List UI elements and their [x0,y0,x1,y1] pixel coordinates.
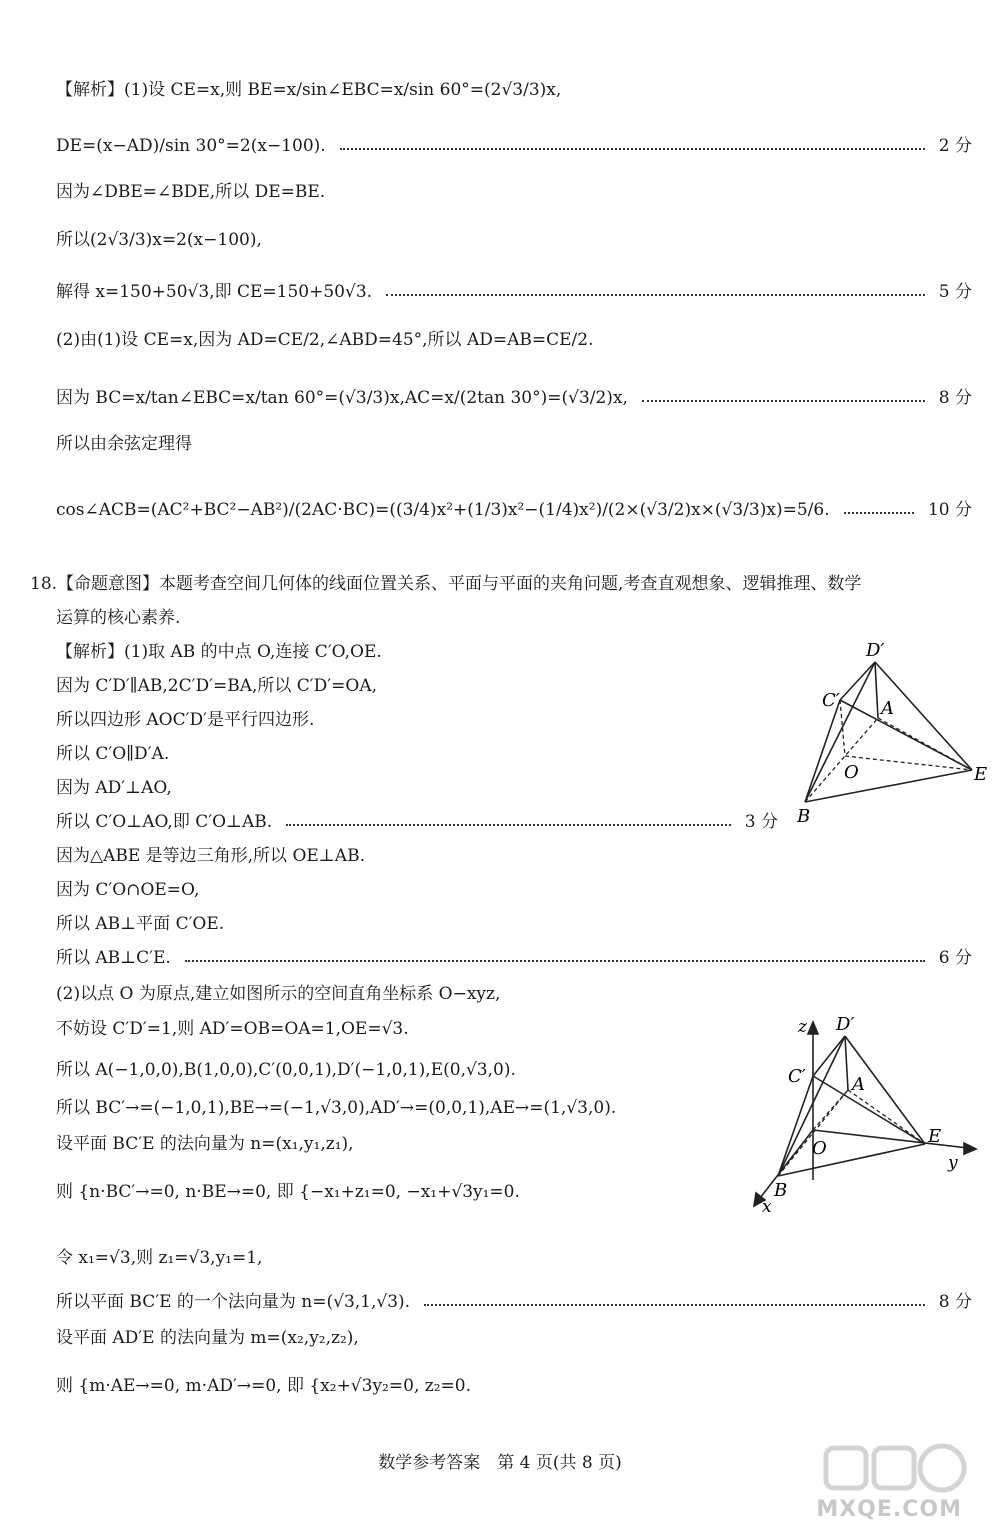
leader-dots [340,148,925,150]
label-a: A [852,1074,865,1095]
label-b: B [774,1180,788,1201]
edge-c-b [778,1076,813,1176]
edge-d-b [805,662,875,802]
score-label: 8 分 [938,388,972,408]
axis-y-arrow [964,1143,976,1154]
solution-step: 所以 C′O∥D′A. [56,744,170,764]
step-text: 解得 x=150+50√3,即 CE=150+50√3. [56,282,373,302]
solution-17-2-intro: (2)由(1)设 CE=x,因为 AD=CE/2,∠ABD=45°,所以 AD=AB=CE/2. [56,330,594,350]
page-footer: 数学参考答案 第 4 页(共 8 页) [378,1453,622,1473]
figure-pyramid-1 [790,636,990,836]
score-label: 6 分 [938,948,972,968]
leader-dots [844,512,914,514]
solution-step-conclusion [56,946,972,970]
question-18-intent: 18.【命题意图】本题考查空间几何体的线面位置关系、平面与平面的夹角问题,考查直观想象、逻辑推理、数学 [30,574,862,594]
step-text: 所以 AB⊥C′E. [56,948,171,968]
watermark-text: MXQE.COM [816,1497,962,1522]
label-d-prime: D′ [836,1014,855,1035]
solution-step-bc-ac [56,386,972,410]
solution-step-result [56,280,972,304]
equation-system-n: 则 {n·BC′→=0, n·BE→=0, 即 {−x₁+z₁=0, −x₁+√3y₁=0. [56,1182,520,1202]
solution-step-de [56,134,972,158]
step-text: 所以平面 BC′E 的一个法向量为 n=(√3,1,√3). [56,1292,411,1312]
edge-a-e [878,718,972,770]
score-label: 8 分 [938,1292,972,1312]
normal-vector-n-def: 设平面 BC′E 的法向量为 n=(x₁,y₁,z₁), [56,1134,354,1154]
solution-step: 所以(2√3/3)x=2(x−100), [56,230,262,250]
solution-17-1-intro: 【解析】(1)设 CE=x,则 BE=x/sin∠EBC=x/sin 60°=(2√3/3)x, [56,80,562,100]
edge-b-e [805,770,972,802]
solution-step: 所以 AB⊥平面 C′OE. [56,914,225,934]
vectors-line: 所以 BC′→=(−1,0,1),BE→=(−1,√3,0),AD′→=(0,0,1),AE→=(1,√3,0). [56,1098,617,1118]
solution-step: 不妨设 C′D′=1,则 AD′=OB=OA=1,OE=√3. [56,1019,409,1039]
label-e: E [928,1126,942,1147]
solution-step-normal-n [56,1290,972,1314]
label-o: O [812,1138,827,1159]
solution-step: 因为△ABE 是等边三角形,所以 OE⊥AB. [56,846,365,866]
coordinates-line: 所以 A(−1,0,0),B(1,0,0),C′(0,0,1),D′(−1,0,1),E(0,√3,0). [56,1060,516,1080]
watermark-logo [816,1440,970,1522]
edge-c-d [840,662,875,700]
step-text: 因为 BC=x/tan∠EBC=x/tan 60°=(√3/3)x,AC=x/(2tan 30°)=(√3/2)x, [56,388,628,408]
solution-18-2-intro: (2)以点 O 为原点,建立如图所示的空间直角坐标系 O−xyz, [56,984,501,1004]
label-d-prime: D′ [866,640,885,661]
leader-dots [424,1304,925,1306]
question-18-intent-cont: 运算的核心素养. [56,608,181,628]
edge-o-a [813,1090,848,1130]
leader-dots [386,294,925,296]
solution-step: 因为∠DBE=∠BDE,所以 DE=BE. [56,182,326,202]
edge-c-e [813,1076,925,1144]
label-e: E [974,764,988,785]
solution-step: 令 x₁=√3,则 z₁=√3,y₁=1, [56,1248,263,1268]
axis-z-arrow [808,1022,818,1034]
solution-step-perp [56,810,778,834]
label-y: y [948,1153,958,1173]
solution-step: 所以由余弦定理得 [56,434,192,454]
edge-d-a [845,1036,848,1090]
edge-c-b [805,700,840,802]
step-text: cos∠ACB=(AC²+BC²−AB²)/(2AC·BC)=((3/4)x²+(1/3)x²−(1/4)x²)/(2×(√3/2)x×(√3/3)x)=5/6. [56,500,830,520]
step-text: 所以 C′O⊥AO,即 C′O⊥AB. [56,812,273,832]
normal-vector-m-def: 设平面 AD′E 的法向量为 m=(x₂,y₂,z₂), [56,1328,359,1348]
score-label: 10 分 [927,500,972,520]
step-text: DE=(x−AD)/sin 30°=2(x−100). [56,136,326,156]
solution-18-1-intro: 【解析】(1)取 AB 的中点 O,连接 C′O,OE. [56,642,382,662]
solution-step: 所以四边形 AOC′D′是平行四边形. [56,710,315,730]
figure-pyramid-2 [740,1010,990,1220]
axis-y [813,1130,968,1148]
leader-dots [286,824,731,826]
solution-step-cosine [56,498,972,522]
score-label: 3 分 [744,812,778,832]
label-x: x [762,1197,772,1217]
solution-step: 因为 C′O∩OE=O, [56,880,200,900]
label-c-prime: C′ [822,690,840,711]
leader-dots [642,400,925,402]
label-c-prime: C′ [788,1066,806,1087]
leader-dots [185,960,925,962]
equation-system-m: 则 {m·AE→=0, m·AD′→=0, 即 {x₂+√3y₂=0, z₂=0. [56,1376,471,1396]
edge-o-e [845,756,972,770]
watermark-shape-icon [820,1440,970,1498]
label-b: B [797,806,811,827]
solution-step: 因为 AD′⊥AO, [56,778,172,798]
label-a: A [881,698,894,719]
score-label: 5 分 [938,282,972,302]
edge-c-o [840,700,845,756]
score-label: 2 分 [938,136,972,156]
label-o: O [844,762,859,783]
solution-step: 因为 C′D′∥AB,2C′D′=BA,所以 C′D′=OA, [56,676,377,696]
label-z: z [798,1017,807,1037]
edge-d-a [875,662,878,718]
